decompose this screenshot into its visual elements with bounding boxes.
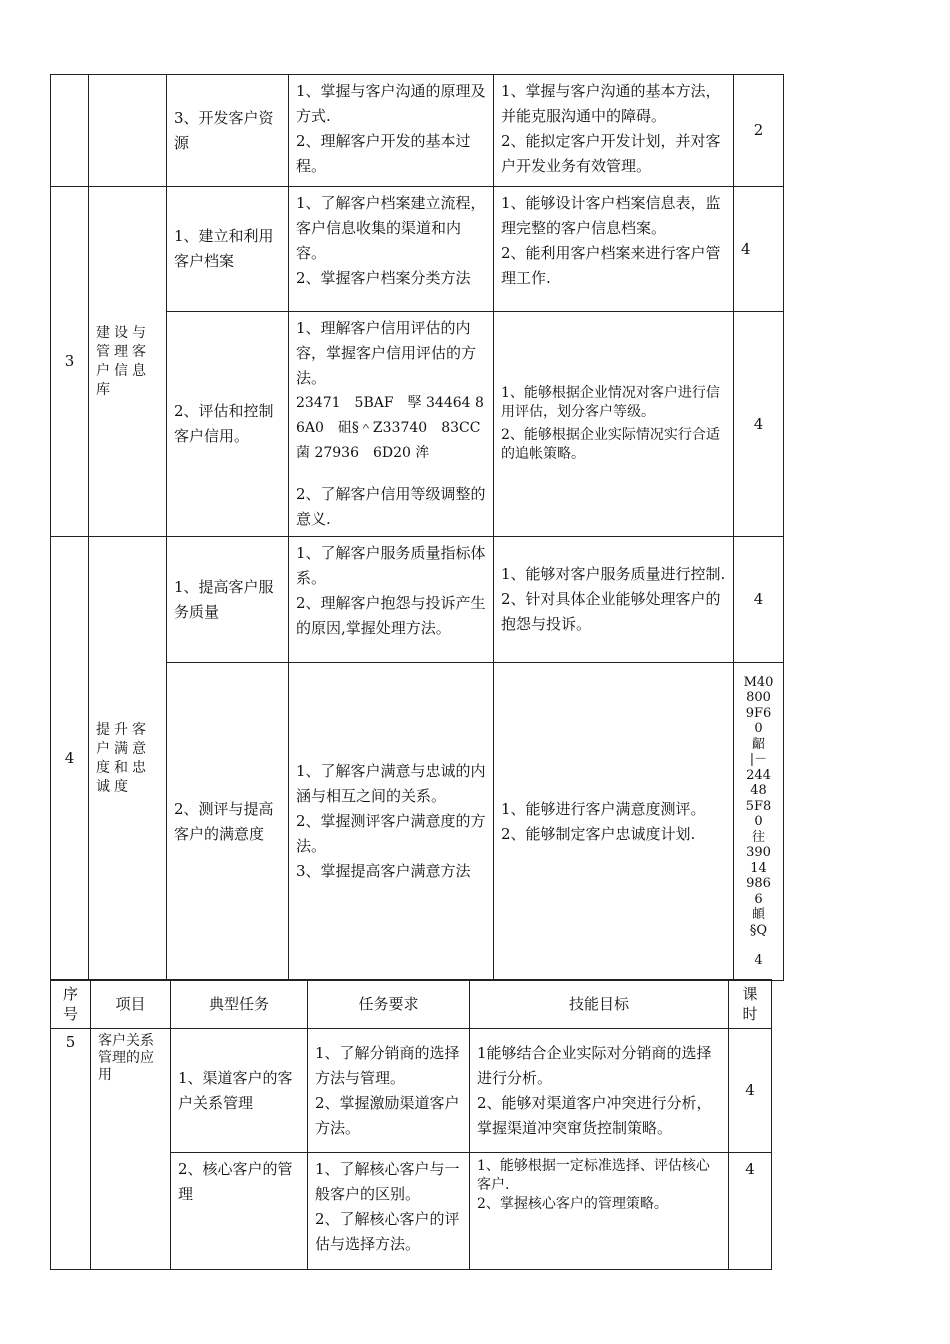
skill-cell xyxy=(494,537,734,663)
skill-line: 1、能够设计客户档案信息表，监理完整的客户信息档案。 xyxy=(501,194,721,237)
skill-line: 2、能够根据企业实际情况实行合适的追帐策略。 xyxy=(501,427,720,462)
requirement-line: 2、理解客户抱怨与投诉产生的原因,掌握处理方法。 xyxy=(296,594,486,637)
course-table-part2 xyxy=(50,979,772,1270)
seq-cell: 3 xyxy=(51,187,89,537)
skill-line: 2、掌握核心客户的管理策略。 xyxy=(477,1196,668,1212)
requirement-line: 1、了解客户档案建立流程，客户信息收集的渠道和内容。 xyxy=(296,194,486,262)
skill-line: 1、能够对客户服务质量进行控制. xyxy=(501,565,726,583)
skill-line: 1能够结合企业实际对分销商的选择进行分析。 xyxy=(477,1043,712,1087)
task-cell: 1、提高客户服务质量 xyxy=(167,537,289,663)
requirement-line: 1、了解核心客户与一般客户的区别。 xyxy=(315,1160,460,1203)
requirement-cell xyxy=(289,312,494,537)
hours-cell: 4 xyxy=(734,312,784,537)
table-row xyxy=(51,75,784,187)
requirement-cell xyxy=(289,537,494,663)
seq-cell xyxy=(51,75,89,187)
task-cell: 2、核心客户的管理 xyxy=(171,1153,308,1270)
hours-cell: 4 xyxy=(734,187,784,312)
skill-cell xyxy=(494,187,734,312)
course-table-part1 xyxy=(50,74,784,981)
header-requirement: 任务要求 xyxy=(308,980,470,1029)
skill-line: 1、能够根据一定标准选择、评估核心客户. xyxy=(477,1158,710,1193)
header-seq: 序号 xyxy=(51,980,91,1029)
seq-cell: 4 xyxy=(51,537,89,981)
project-cell: 提升客户满意度和忠诚度 xyxy=(89,537,167,981)
seq-cell: 5 xyxy=(51,1029,91,1270)
skill-line: 1、掌握与客户沟通的基本方法，并能克服沟通中的障碍。 xyxy=(501,82,721,125)
skill-line: 2、能够制定客户忠诚度计划. xyxy=(501,824,696,843)
requirement-cell xyxy=(289,663,494,981)
skill-cell xyxy=(470,1153,729,1270)
project-cell: 建设与管理客户信息库 xyxy=(89,187,167,537)
skill-cell xyxy=(470,1029,729,1153)
requirement-line: 2、了解客户信用等级调整的意义. xyxy=(296,485,486,528)
skill-cell xyxy=(494,663,734,981)
task-cell: 1、建立和利用客户档案 xyxy=(167,187,289,312)
hours-cell: 4 xyxy=(734,537,784,663)
requirement-line: 23471 5BAF 孯 34464 86A0 砠§＾Z33740 83CC 菌 27936 6D20 洠 xyxy=(296,395,484,461)
hours-cell: 4 xyxy=(729,1153,772,1270)
requirement-cell xyxy=(289,75,494,187)
skill-line: 2、能够对渠道客户冲突进行分析，掌握渠道冲突窜货控制策略。 xyxy=(477,1093,712,1137)
project-cell: 客户关系管理的应用 xyxy=(91,1029,171,1270)
skill-line: 1、能够根据企业情况对客户进行信用评估，划分客户等级。 xyxy=(501,385,720,420)
requirement-line: 1、了解客户服务质量指标体系。 xyxy=(296,544,486,587)
task-cell: 1、渠道客户的客户关系管理 xyxy=(171,1029,308,1153)
table-row xyxy=(51,187,784,312)
task-cell: 2、测评与提高客户的满意度 xyxy=(167,663,289,981)
project-cell xyxy=(89,75,167,187)
table-row xyxy=(51,1029,772,1153)
requirement-line: 2、了解核心客户的评估与选择方法。 xyxy=(315,1210,460,1253)
skill-cell xyxy=(494,312,734,537)
header-project: 项目 xyxy=(91,980,171,1029)
requirement-line: 2、掌握激励渠道客户方法。 xyxy=(315,1093,460,1137)
requirement-line: 1、了解分销商的选择方法与管理。 xyxy=(315,1043,460,1087)
requirement-line: 3、掌握提高客户满意方法 xyxy=(296,862,471,880)
requirement-cell xyxy=(308,1153,470,1270)
header-hours: 课时 xyxy=(729,980,772,1029)
table-row xyxy=(51,537,784,663)
hours-cell: M40 800 9F6 0 齠 |－ 244 48 5F8 0 往 390 14 986 6 頔 §Q 4 xyxy=(734,663,784,981)
spacer xyxy=(296,466,486,482)
task-cell: 2、评估和控制客户信用。 xyxy=(167,312,289,537)
requirement-line: 1、了解客户满意与忠诚的内涵与相互之间的关系。 xyxy=(296,762,486,805)
task-cell: 3、开发客户资源 xyxy=(167,75,289,187)
requirement-line: 1、理解客户信用评估的内容，掌握客户信用评估的方法。 xyxy=(296,319,477,387)
requirement-cell xyxy=(289,187,494,312)
requirement-line: 2、理解客户开发的基本过程。 xyxy=(296,132,471,175)
hours-cell: 2 xyxy=(734,75,784,187)
hours-cell: 4 xyxy=(729,1029,772,1153)
requirement-line: 2、掌握客户档案分类方法 xyxy=(296,269,471,287)
requirement-line: 2、掌握测评客户满意度的方法。 xyxy=(296,812,486,855)
skill-line: 2、能利用客户档案来进行客户管理工作. xyxy=(501,244,721,287)
skill-line: 2、针对具体企业能够处理客户的抱怨与投诉。 xyxy=(501,590,721,633)
skill-cell xyxy=(494,75,734,187)
header-skill: 技能目标 xyxy=(470,980,729,1029)
header-task: 典型任务 xyxy=(171,980,308,1029)
skill-line: 1、能够进行客户满意度测评。 xyxy=(501,799,706,818)
table-header-row xyxy=(51,980,772,1029)
skill-line: 2、能拟定客户开发计划，并对客户开发业务有效管理。 xyxy=(501,132,721,175)
requirement-cell xyxy=(308,1029,470,1153)
requirement-line: 1、掌握与客户沟通的原理及方式. xyxy=(296,82,486,125)
